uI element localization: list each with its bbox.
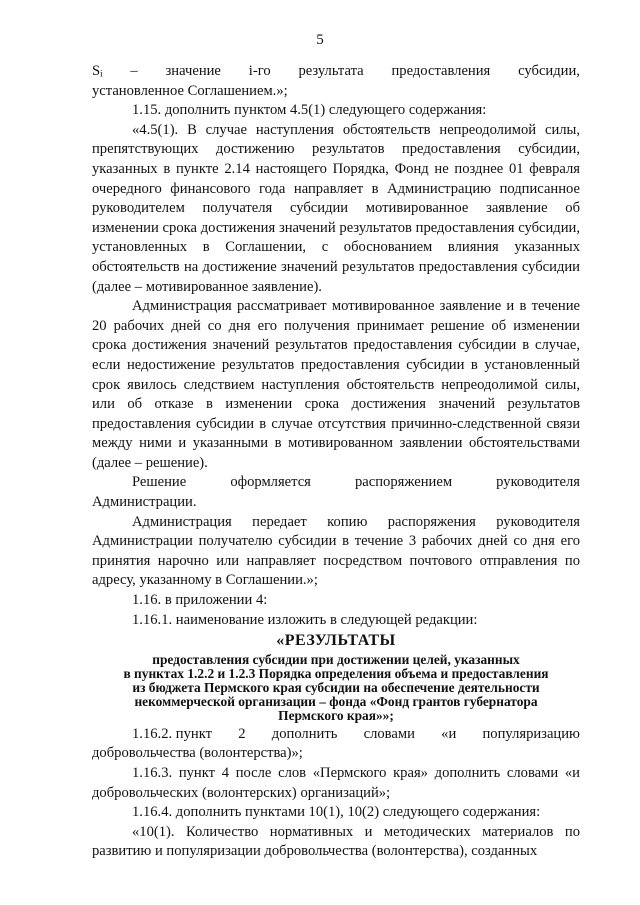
paragraph-administration: Администрация рассматривает мотивированное заявление и в течение 20 рабочих дней со дня его получения принимает решение об изменении срока достижения значений результатов предоставления субсидии в случае, если недостижение результатов предоставления субсидии в установленный срок явилось следствием наступления обстоятельств непреодолимой силы, или об отказе в изменении срока достижения значений результатов предоставления субсидии в случае отсутствия причинно-следственной связи между ними и указанными в мотивированном заявлении обстоятельствами (далее – решение). [92, 298, 580, 471]
paragraph-1-16-2-line1: 1.16.2. пункт 2 дополнить словами «и популяризацию [132, 725, 580, 742]
paragraph-1-15: 1.15. дополнить пунктом 4.5(1) следующего содержания: [132, 102, 487, 119]
paragraph-si [92, 62, 580, 101]
paragraph-1-16-2-line2: добровольчества (волонтерства)»; [92, 745, 303, 762]
page-number: 5 [316, 32, 324, 48]
paragraph-1-16-4: 1.16.4. дополнить пунктами 10(1), 10(2) следующего содержания: [132, 804, 541, 821]
paragraph-si-line1: Sᵢ – значение i-го результата предоставления субсидии, [92, 63, 580, 79]
paragraph-1-16-1: 1.16.1. наименование изложить в следующей редакции: [132, 611, 478, 628]
results-line: в пунктах 1.2.2 и 1.2.3 Порядка определения объема и предоставления [123, 665, 549, 681]
paragraph-1-16: 1.16. в приложении 4: [132, 592, 268, 609]
paragraph-reshenie-line2: Администрации. [92, 494, 197, 511]
paragraph-1-16-3: 1.16.3. пункт 4 после слов «Пермского края» дополнить словами «и добровольческих (волонтерских) организаций»; [92, 765, 580, 801]
paragraph-reshenie [92, 473, 580, 512]
document-body [92, 62, 580, 862]
paragraph-10-1: «10(1). Количество нормативных и методических материалов по развитию и популяризации добровольчества (волонтерства), созданных [92, 823, 580, 860]
results-line: предоставления субсидии при достижении целей, указанных [152, 651, 520, 667]
paragraph-1-16-2 [92, 725, 580, 764]
paragraph-si-line2: установленное Соглашением.»; [92, 82, 288, 99]
results-line: из бюджета Пермского края субсидии на обеспечение деятельности [132, 679, 540, 695]
results-title: «РЕЗУЛЬТАТЫ [276, 632, 396, 650]
paragraph-4-5-1: «4.5(1). В случае наступления обстоятельств непреодолимой силы, препятствующих достижению результатов предоставления субсидии, указанных в пункте 2.14 настоящего Порядка, Фонд не позднее 01 февраля очередного финансового года направляет в Администрацию подписанное руководителем получателя субсидии мотивированное заявление об изменении срока достижения значений результатов предоставления субсидии, установленных в Соглашении, с обоснованием влияния указанных обстоятельств на достижение значений результатов предоставления субсидии (далее – мотивированное заявление). [92, 121, 580, 295]
paragraph-reshenie-line1: Решение оформляется распоряжением руководителя [132, 474, 580, 491]
results-line: некоммерческой организации – фонда «Фонд грантов губернатора [134, 693, 538, 709]
results-line: Пермского края»»; [278, 707, 394, 723]
results-subtitle [92, 653, 580, 723]
paragraph-copy: Администрация передает копию распоряжения руководителя Администрации получателю субсидии в течение 3 рабочих дней со дня его принятия нарочно или направляет посредством почтового отправления по адресу, указанному в Соглашении.»; [92, 513, 580, 589]
